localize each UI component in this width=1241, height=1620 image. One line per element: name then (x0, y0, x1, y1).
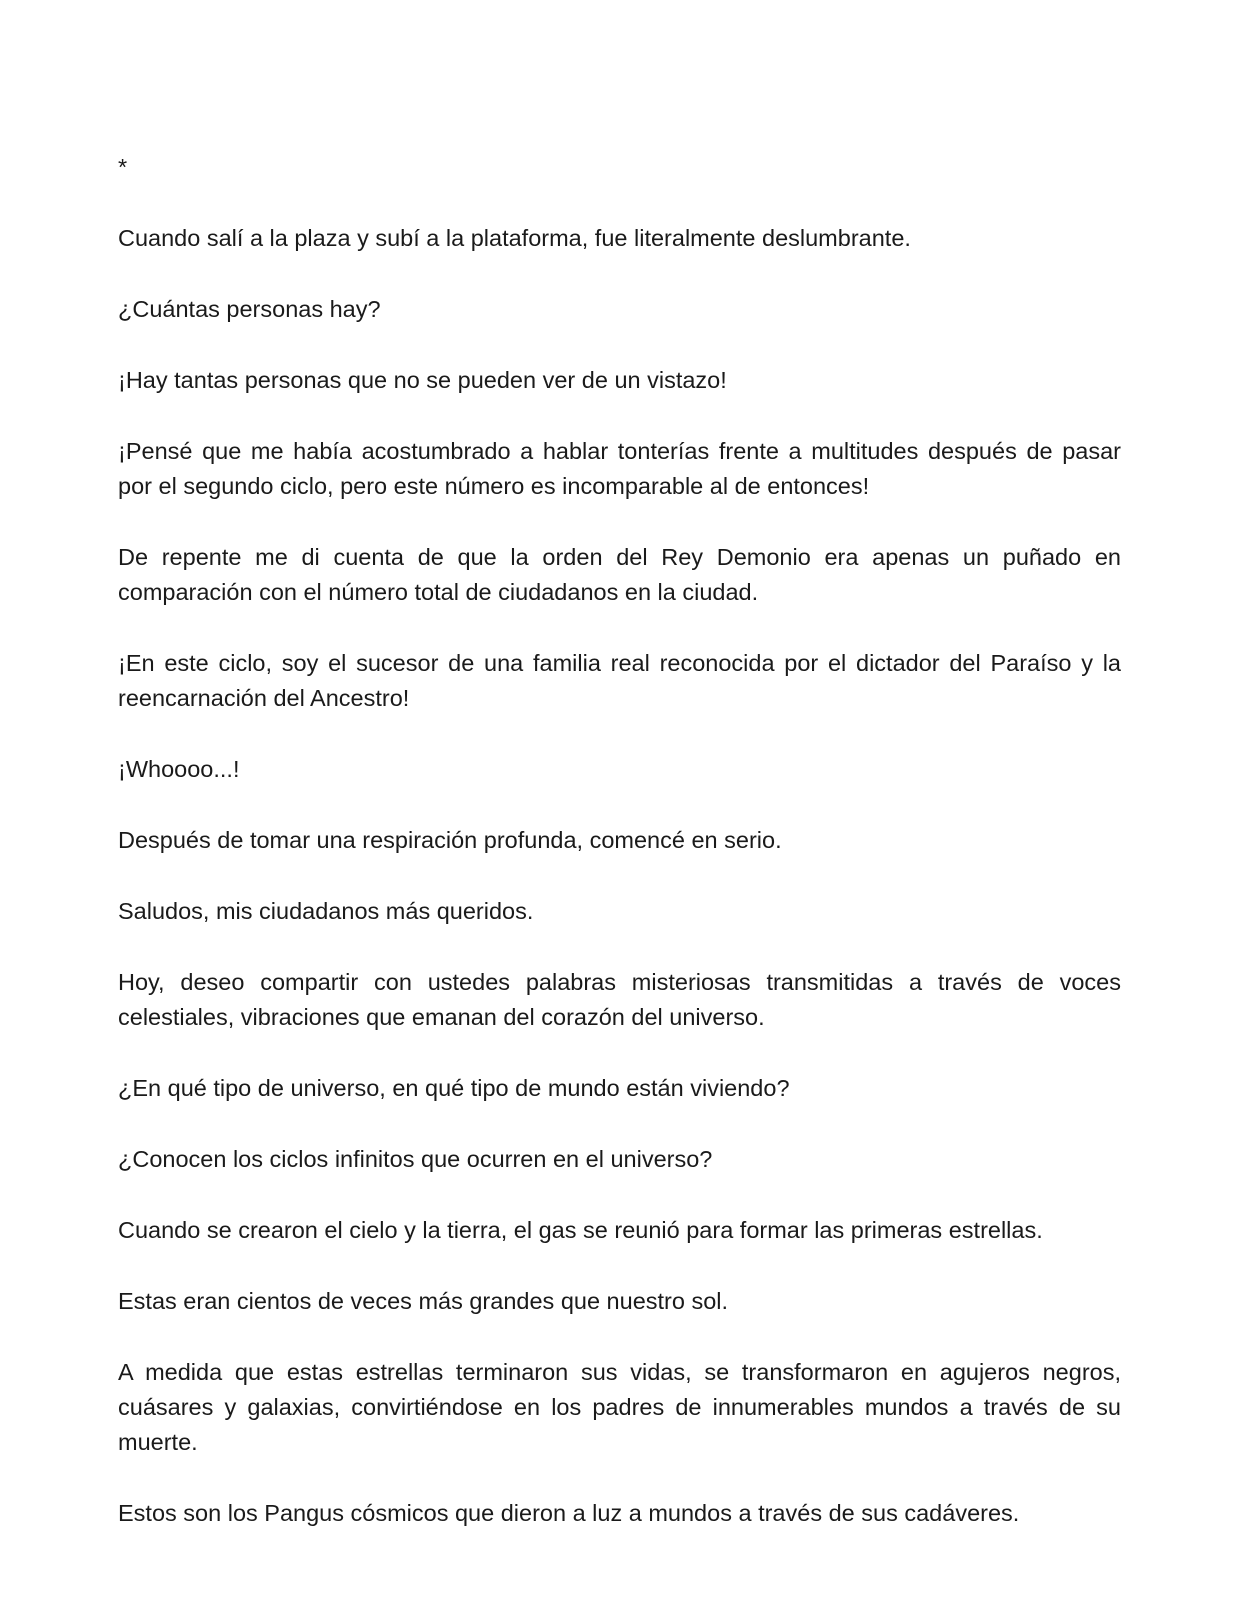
document-body (118, 150, 1121, 1531)
paragraph: ¡Pensé que me había acostumbrado a hablar tonterías frente a multitudes después de pasar por el segundo ciclo, pero este número es incomparable al de entonces! (118, 438, 1121, 499)
paragraph: De repente me di cuenta de que la orden del Rey Demonio era apenas un puñado en comparación con el número total de ciudadanos en la ciudad. (118, 544, 1121, 605)
paragraph: Cuando se crearon el cielo y la tierra, el gas se reunió para formar las primeras estrellas. (118, 1217, 1043, 1243)
paragraph: ¿Conocen los ciclos infinitos que ocurren en el universo? (118, 1146, 713, 1172)
paragraph: Saludos, mis ciudadanos más queridos. (118, 898, 534, 924)
paragraph: ¿Cuántas personas hay? (118, 296, 381, 322)
paragraph: Después de tomar una respiración profunda, comencé en serio. (118, 827, 782, 853)
paragraph: Cuando salí a la plaza y subí a la plataforma, fue literalmente deslumbrante. (118, 225, 911, 251)
paragraph: ¡En este ciclo, soy el sucesor de una familia real reconocida por el dictador del Paraíso y la reencarnación del Ancestro! (118, 650, 1121, 711)
paragraph: ¿En qué tipo de universo, en qué tipo de mundo están viviendo? (118, 1075, 790, 1101)
paragraph: ¡Hay tantas personas que no se pueden ver de un vistazo! (118, 367, 727, 393)
paragraph: Hoy, deseo compartir con ustedes palabras misteriosas transmitidas a través de voces celestiales, vibraciones que emanan del corazón del universo. (118, 969, 1121, 1030)
paragraph: A medida que estas estrellas terminaron sus vidas, se transformaron en agujeros negros, cuásares y galaxias, convirtiéndose en los padres de innumerables mundos a través de su muerte. (118, 1359, 1121, 1455)
section-separator: * (118, 154, 128, 180)
paragraph: Estos son los Pangus cósmicos que dieron a luz a mundos a través de sus cadáveres. (118, 1500, 1020, 1526)
paragraph: ¡Whoooo...! (118, 756, 240, 782)
paragraph: Estas eran cientos de veces más grandes que nuestro sol. (118, 1288, 729, 1314)
